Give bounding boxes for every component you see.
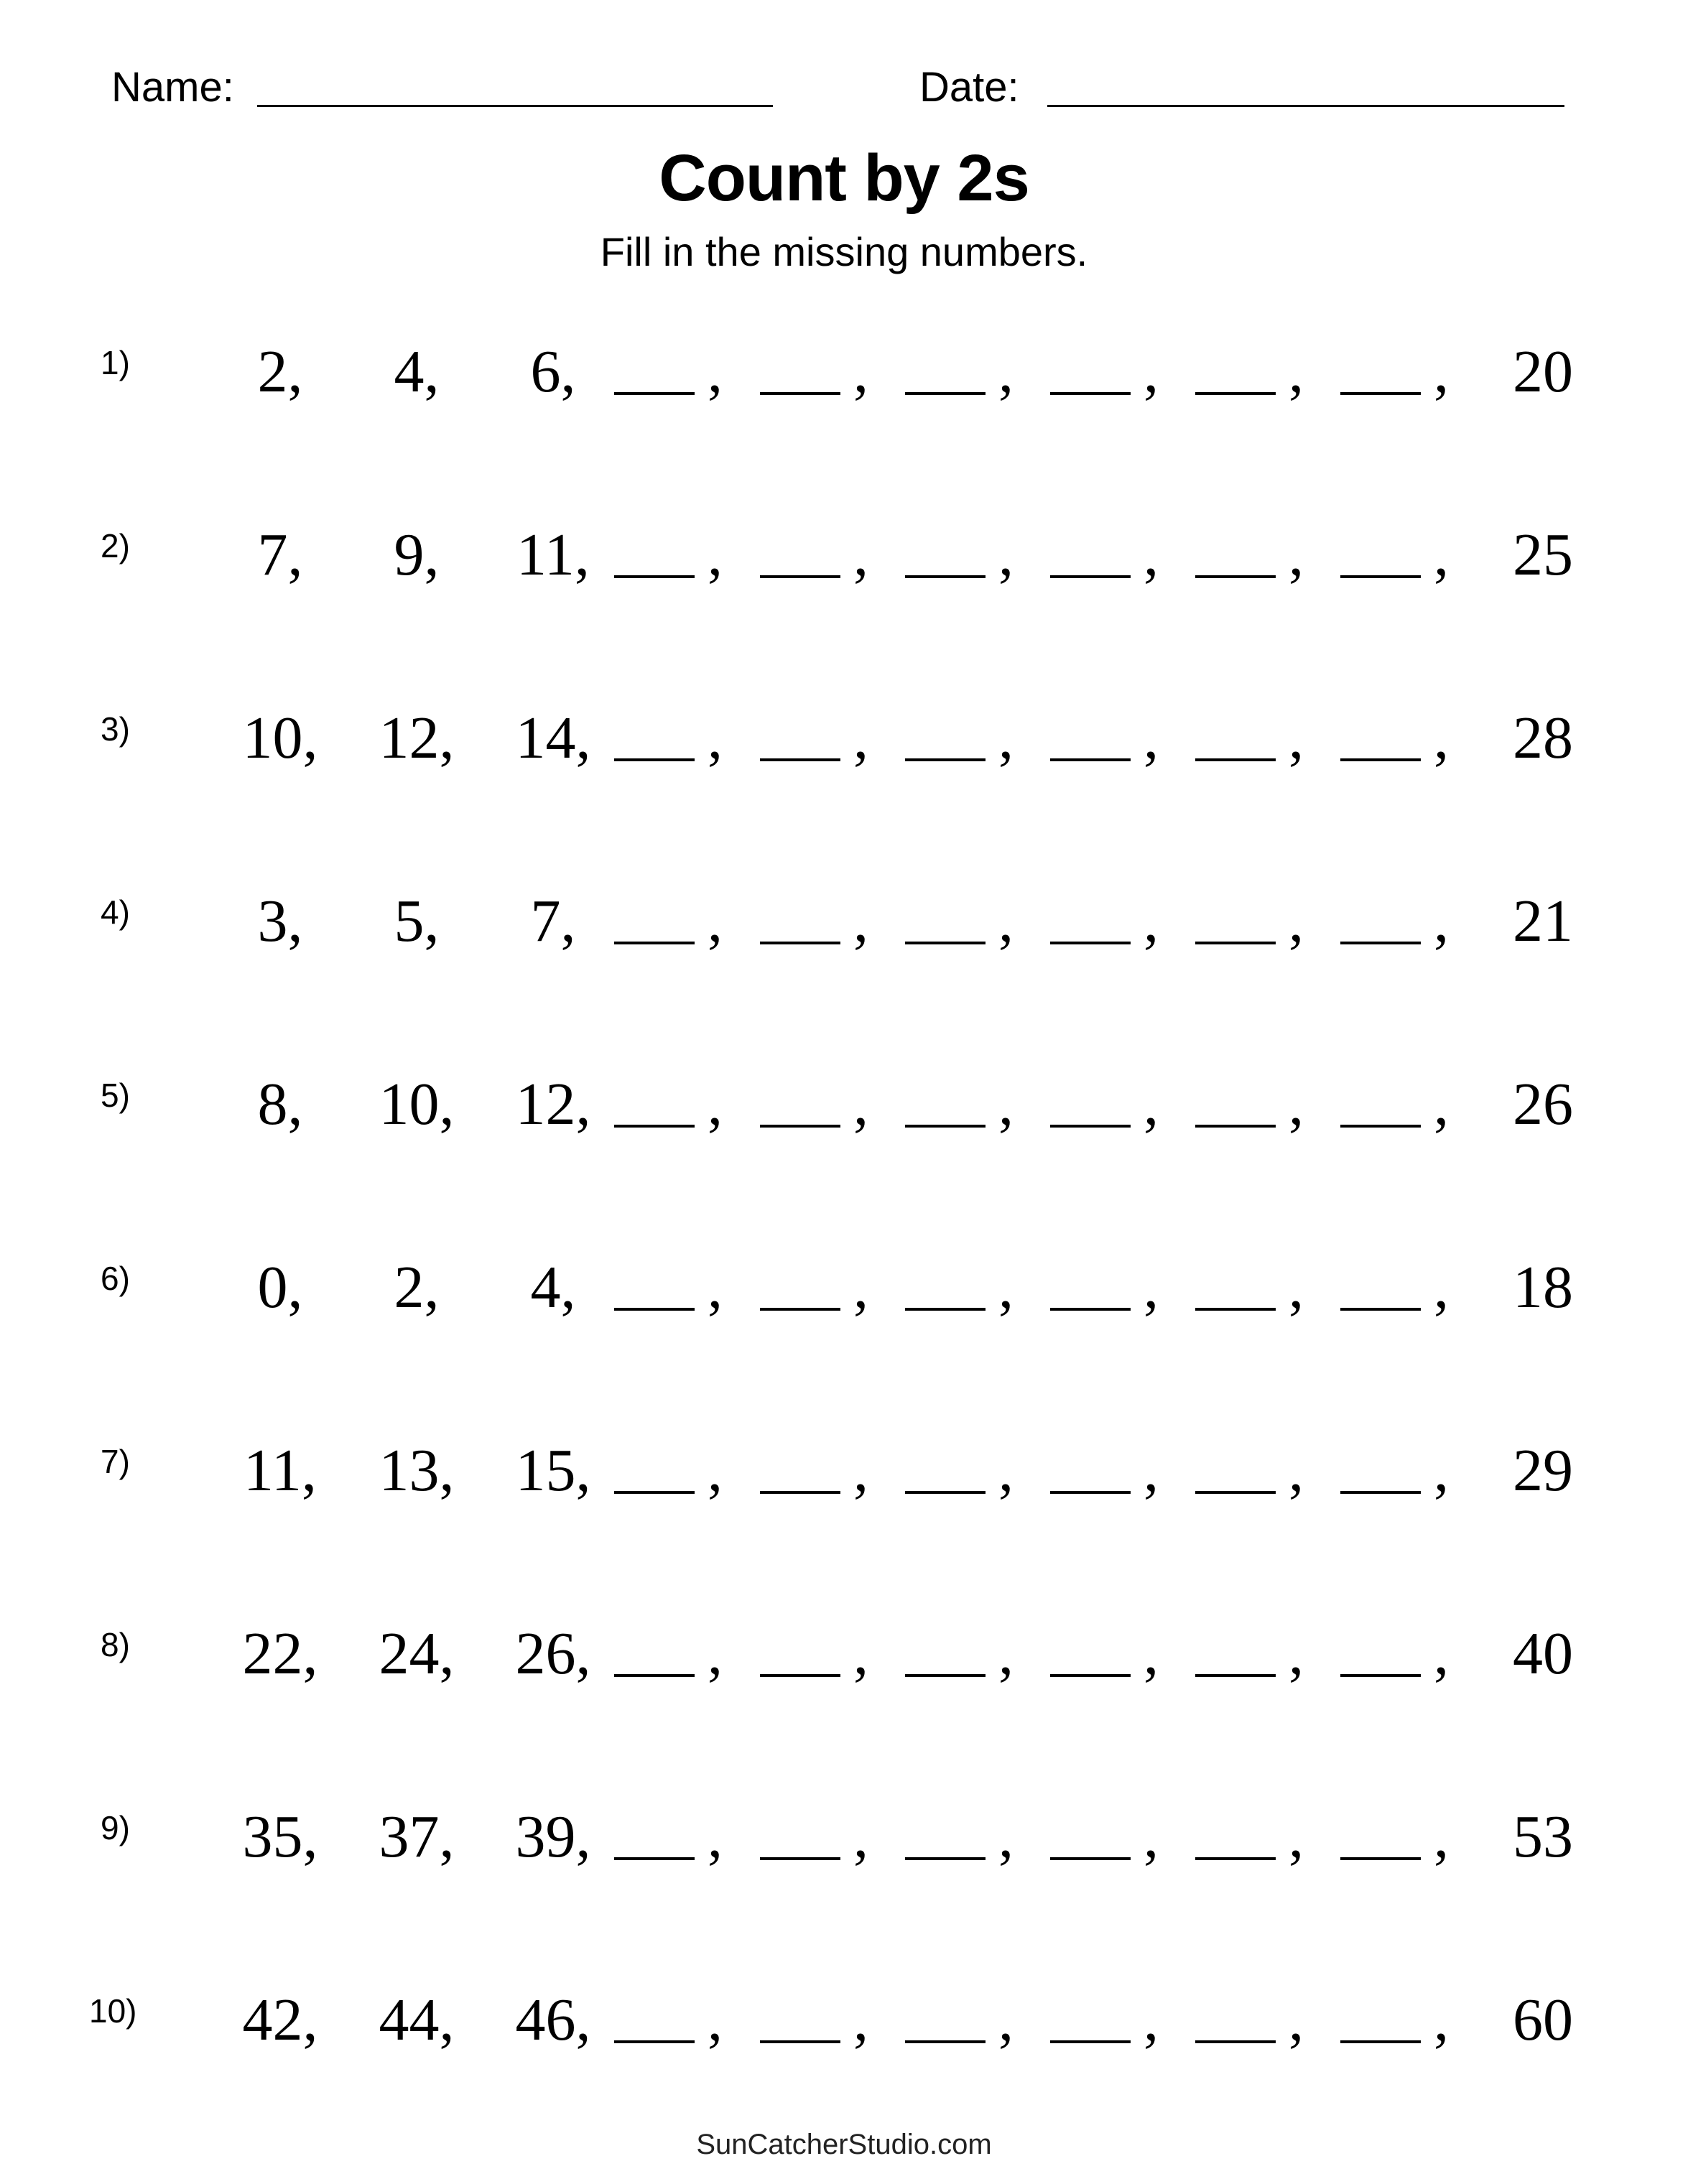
separator-comma: , [1144, 705, 1159, 771]
separator-comma: , [1144, 1071, 1159, 1138]
separator-comma: , [1289, 521, 1304, 588]
answer-line[interactable] [614, 1308, 695, 1311]
separator-comma: , [1289, 1254, 1304, 1321]
answer-line[interactable] [1050, 1674, 1131, 1677]
separator-comma: , [998, 1254, 1014, 1321]
answer-line[interactable] [1050, 942, 1131, 944]
given-number: 22, [242, 1620, 318, 1687]
worksheet-title: Count by 2s [659, 141, 1029, 215]
answer-line[interactable] [760, 392, 840, 395]
answer-line[interactable] [1195, 1491, 1276, 1494]
given-number: 2, [257, 338, 303, 405]
final-number: 29 [1513, 1437, 1573, 1504]
answer-line[interactable] [905, 575, 986, 578]
problem-number: 4) [101, 893, 130, 931]
answer-line[interactable] [1340, 392, 1421, 395]
final-number: 20 [1513, 338, 1573, 405]
answer-line[interactable] [1195, 1674, 1276, 1677]
separator-comma: , [853, 1071, 868, 1138]
answer-line[interactable] [614, 758, 695, 761]
problem-row [0, 1801, 1688, 1887]
answer-line[interactable] [760, 1857, 840, 1860]
final-number: 21 [1513, 888, 1573, 954]
answer-line[interactable] [1050, 1857, 1131, 1860]
final-number: 26 [1513, 1071, 1573, 1138]
answer-line[interactable] [1050, 1491, 1131, 1494]
given-number: 11, [244, 1437, 317, 1504]
answer-line[interactable] [1340, 2040, 1421, 2043]
separator-comma: , [1144, 1437, 1159, 1504]
answer-line[interactable] [1050, 758, 1131, 761]
problem-number: 1) [101, 344, 130, 381]
given-number: 2, [394, 1254, 440, 1321]
separator-comma: , [998, 338, 1014, 405]
given-number: 46, [515, 1986, 591, 2053]
answer-line[interactable] [760, 575, 840, 578]
answer-line[interactable] [1195, 1125, 1276, 1128]
answer-line[interactable] [1195, 575, 1276, 578]
given-number: 12, [379, 705, 455, 771]
given-number: 4, [394, 338, 440, 405]
separator-comma: , [1434, 1254, 1449, 1321]
answer-line[interactable] [1195, 758, 1276, 761]
separator-comma: , [708, 338, 723, 405]
separator-comma: , [998, 1986, 1014, 2053]
given-number: 12, [515, 1071, 591, 1138]
separator-comma: , [708, 705, 723, 771]
answer-line[interactable] [1340, 1125, 1421, 1128]
given-number: 7, [530, 888, 576, 954]
given-number: 37, [379, 1803, 455, 1870]
answer-line[interactable] [760, 1674, 840, 1677]
problem-row [0, 886, 1688, 972]
separator-comma: , [853, 888, 868, 954]
answer-line[interactable] [1340, 575, 1421, 578]
separator-comma: , [998, 1803, 1014, 1870]
answer-line[interactable] [614, 2040, 695, 2043]
date-label: Date: [919, 64, 1019, 111]
problem-number: 10) [89, 1992, 137, 2030]
problem-row [0, 702, 1688, 789]
given-number: 13, [379, 1437, 455, 1504]
answer-line[interactable] [1340, 1674, 1421, 1677]
answer-line[interactable] [1050, 1308, 1131, 1311]
answer-line[interactable] [1195, 1308, 1276, 1311]
given-number: 6, [530, 338, 576, 405]
problem-number: 9) [101, 1809, 130, 1846]
separator-comma: , [853, 521, 868, 588]
separator-comma: , [998, 705, 1014, 771]
answer-line[interactable] [1050, 1125, 1131, 1128]
problem-number: 3) [101, 710, 130, 748]
separator-comma: , [708, 1437, 723, 1504]
given-number: 3, [257, 888, 303, 954]
answer-line[interactable] [760, 758, 840, 761]
answer-line[interactable] [905, 1674, 986, 1677]
separator-comma: , [853, 1803, 868, 1870]
separator-comma: , [1289, 1620, 1304, 1687]
separator-comma: , [1144, 521, 1159, 588]
separator-comma: , [1434, 1803, 1449, 1870]
separator-comma: , [708, 888, 723, 954]
answer-line[interactable] [614, 1857, 695, 1860]
separator-comma: , [1144, 338, 1159, 405]
separator-comma: , [998, 521, 1014, 588]
separator-comma: , [998, 1620, 1014, 1687]
given-number: 10, [242, 705, 318, 771]
separator-comma: , [1144, 1803, 1159, 1870]
answer-line[interactable] [1340, 1308, 1421, 1311]
final-number: 18 [1513, 1254, 1573, 1321]
separator-comma: , [708, 1620, 723, 1687]
answer-line[interactable] [905, 1857, 986, 1860]
answer-line[interactable] [905, 2040, 986, 2043]
problem-row [0, 1618, 1688, 1704]
separator-comma: , [1289, 338, 1304, 405]
answer-line[interactable] [1340, 1857, 1421, 1860]
given-number: 44, [379, 1986, 455, 2053]
answer-line[interactable] [614, 942, 695, 944]
separator-comma: , [1434, 1071, 1449, 1138]
separator-comma: , [853, 705, 868, 771]
answer-line[interactable] [614, 1674, 695, 1677]
given-number: 24, [379, 1620, 455, 1687]
final-number: 28 [1513, 705, 1573, 771]
answer-line[interactable] [760, 1308, 840, 1311]
answer-line[interactable] [905, 942, 986, 944]
answer-line[interactable] [760, 1125, 840, 1128]
separator-comma: , [853, 1437, 868, 1504]
separator-comma: , [853, 338, 868, 405]
problem-number: 5) [101, 1077, 130, 1114]
separator-comma: , [853, 1620, 868, 1687]
given-number: 7, [257, 521, 303, 588]
separator-comma: , [1434, 888, 1449, 954]
answer-line[interactable] [760, 942, 840, 944]
given-number: 11, [516, 521, 590, 588]
name-label: Name: [111, 64, 234, 111]
final-number: 60 [1513, 1986, 1573, 2053]
answer-line[interactable] [614, 575, 695, 578]
answer-line[interactable] [1195, 392, 1276, 395]
separator-comma: , [1289, 1437, 1304, 1504]
given-number: 35, [242, 1803, 318, 1870]
given-number: 42, [242, 1986, 318, 2053]
answer-line[interactable] [760, 1491, 840, 1494]
problem-row [0, 519, 1688, 605]
problem-number: 7) [101, 1443, 130, 1480]
answer-line[interactable] [905, 1308, 986, 1311]
answer-line[interactable] [905, 392, 986, 395]
problem-number: 6) [101, 1260, 130, 1297]
separator-comma: , [1434, 705, 1449, 771]
given-number: 26, [515, 1620, 591, 1687]
footer-credit: SunCatcherStudio.com [696, 2129, 992, 2160]
given-number: 8, [257, 1071, 303, 1138]
separator-comma: , [1289, 705, 1304, 771]
separator-comma: , [1144, 1986, 1159, 2053]
answer-line[interactable] [1050, 575, 1131, 578]
problem-row [0, 1435, 1688, 1521]
separator-comma: , [998, 888, 1014, 954]
answer-line[interactable] [614, 1125, 695, 1128]
given-number: 39, [515, 1803, 591, 1870]
separator-comma: , [1289, 1803, 1304, 1870]
separator-comma: , [1289, 1986, 1304, 2053]
answer-line[interactable] [1195, 942, 1276, 944]
separator-comma: , [708, 521, 723, 588]
answer-line[interactable] [614, 392, 695, 395]
given-number: 15, [515, 1437, 591, 1504]
answer-line[interactable] [905, 1125, 986, 1128]
given-number: 4, [530, 1254, 576, 1321]
worksheet-instructions: Fill in the missing numbers. [600, 229, 1088, 274]
separator-comma: , [1434, 1437, 1449, 1504]
problem-number: 8) [101, 1626, 130, 1663]
separator-comma: , [1144, 888, 1159, 954]
separator-comma: , [1434, 1986, 1449, 2053]
answer-line[interactable] [1195, 1857, 1276, 1860]
problem-number: 2) [101, 527, 130, 564]
separator-comma: , [708, 1803, 723, 1870]
answer-line[interactable] [905, 758, 986, 761]
separator-comma: , [1289, 1071, 1304, 1138]
separator-comma: , [708, 1071, 723, 1138]
final-number: 25 [1513, 521, 1573, 588]
separator-comma: , [998, 1437, 1014, 1504]
separator-comma: , [1434, 338, 1449, 405]
separator-comma: , [708, 1254, 723, 1321]
final-number: 40 [1513, 1620, 1573, 1687]
separator-comma: , [708, 1986, 723, 2053]
answer-line[interactable] [1050, 2040, 1131, 2043]
separator-comma: , [998, 1071, 1014, 1138]
answer-line[interactable] [1340, 942, 1421, 944]
problem-row [0, 1984, 1688, 2071]
answer-line[interactable] [1050, 392, 1131, 395]
separator-comma: , [1144, 1620, 1159, 1687]
answer-line[interactable] [1195, 2040, 1276, 2043]
given-number: 10, [379, 1071, 455, 1138]
separator-comma: , [1144, 1254, 1159, 1321]
given-number: 9, [394, 521, 440, 588]
answer-line[interactable] [1340, 1491, 1421, 1494]
separator-comma: , [1289, 888, 1304, 954]
final-number: 53 [1513, 1803, 1573, 1870]
given-number: 14, [515, 705, 591, 771]
problem-row [0, 1069, 1688, 1155]
problem-row [0, 336, 1688, 422]
separator-comma: , [1434, 1620, 1449, 1687]
given-number: 0, [257, 1254, 303, 1321]
separator-comma: , [1434, 521, 1449, 588]
given-number: 5, [394, 888, 440, 954]
problem-row [0, 1252, 1688, 1338]
answer-line[interactable] [1340, 758, 1421, 761]
answer-line[interactable] [905, 1491, 986, 1494]
answer-line[interactable] [614, 1491, 695, 1494]
separator-comma: , [853, 1986, 868, 2053]
answer-line[interactable] [760, 2040, 840, 2043]
separator-comma: , [853, 1254, 868, 1321]
